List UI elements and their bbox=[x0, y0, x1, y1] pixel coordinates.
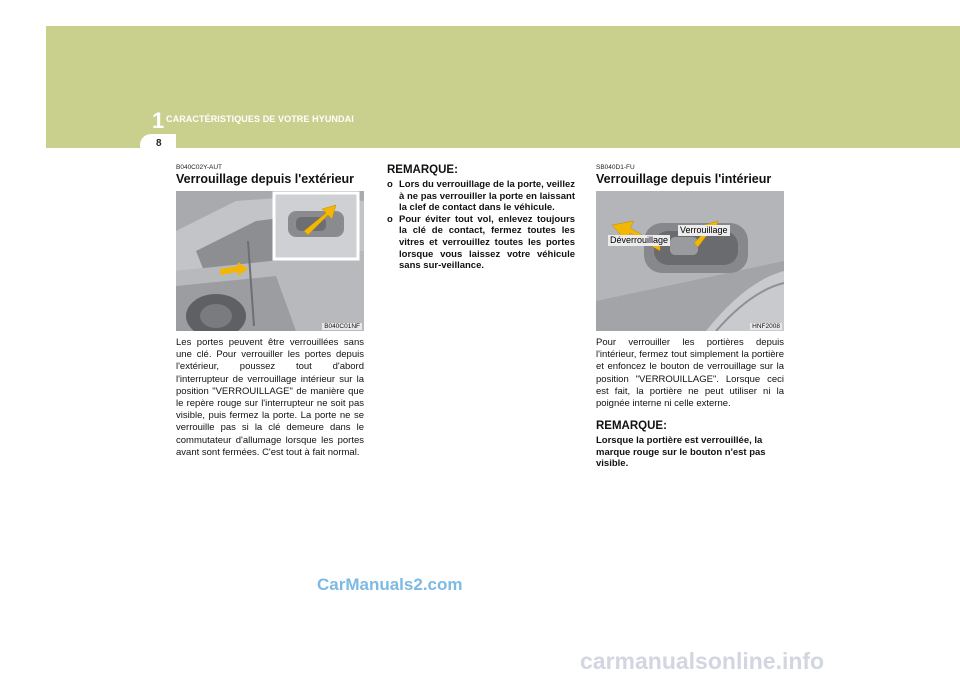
section-code: SB040D1-FU bbox=[596, 164, 635, 171]
header-band bbox=[46, 26, 960, 148]
online-watermark: carmanualsonline.info bbox=[580, 648, 825, 674]
chapter-number: 1 bbox=[152, 108, 165, 133]
bullet: o bbox=[387, 179, 393, 190]
list-item: o Pour éviter tout vol, enlevez toujours la clé de contact, fermez toutes les vitres et verrouillez toutes les portes lorsque vous laissez votre véhicule sans sur-veillance. bbox=[387, 213, 575, 272]
car-door-illustration bbox=[176, 191, 364, 331]
section-code: B040C02Y-AUT bbox=[176, 164, 223, 171]
unlock-label: Déverrouillage bbox=[610, 235, 669, 245]
carmanuals-watermark: CarManuals2.com bbox=[317, 575, 463, 594]
note-list bbox=[387, 179, 575, 272]
list-item: o Lors du verrouillage de la porte, veillez à ne pas verrouiller la porte en laissant la clef de contact dans le véhicule. bbox=[387, 179, 575, 214]
middle-column bbox=[387, 164, 575, 272]
right-column bbox=[596, 164, 784, 470]
page-number: 8 bbox=[156, 138, 162, 149]
note-title: REMARQUE: bbox=[596, 420, 667, 433]
door-handle-illustration bbox=[596, 191, 784, 331]
figure-code: HNF2008 bbox=[752, 323, 780, 330]
note-body: Lorsque la portière est verrouillée, la marque rouge sur le bouton n'est pas visible. bbox=[596, 435, 766, 470]
interior-lock-figure bbox=[596, 191, 784, 331]
bullet: o bbox=[387, 213, 393, 225]
section-title: Verrouillage depuis l'extérieur bbox=[176, 172, 355, 186]
note-title: REMARQUE: bbox=[387, 164, 458, 176]
left-column bbox=[176, 164, 364, 459]
chapter-title: CARACTÉRISTIQUES DE VOTRE HYUNDAI bbox=[166, 114, 354, 124]
lock-label: Verrouillage bbox=[680, 225, 728, 235]
section-title: Verrouillage depuis l'intérieur bbox=[596, 172, 772, 186]
exterior-lock-figure bbox=[176, 191, 364, 331]
body-paragraph: Les portes peuvent être verrouillées sans une clé. Pour verrouiller les portes depuis l'extérieur, poussez tout d'abord l'interrupteur de verrouillage intérieur sur la position "VERROUILLAGE" de manière que le repère rouge sur l'interrupteur ne soit pas visible, puis fermez la porte. La porte ne se verrouille pas si la clé demeure dans le commutateur d'allumage lorsque les portes avant sont fermées. C'est tout à fait normal. bbox=[176, 337, 364, 458]
body-paragraph: Pour verrouiller les portières depuis l'intérieur, fermez tout simplement la portière et enfoncez le bouton de verrouillage sur la position "VERROUILLAGE". Lorsque ceci est fait, la portière ne peut utiliser ni la poignée interne ni celle externe. bbox=[596, 337, 784, 410]
figure-code: B040C01NF bbox=[324, 323, 360, 330]
